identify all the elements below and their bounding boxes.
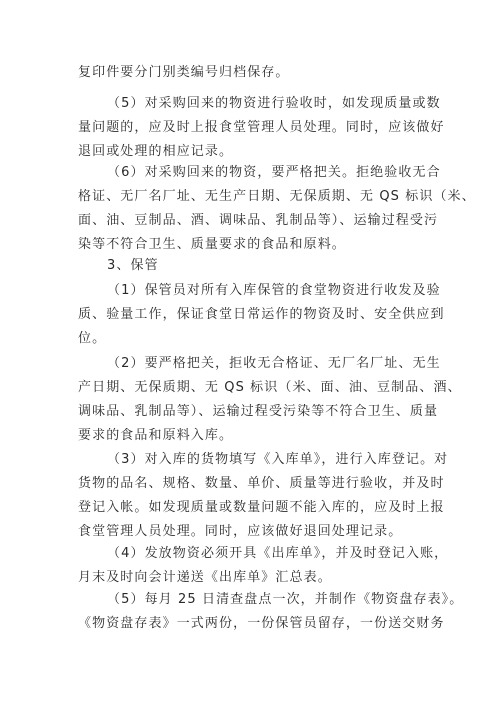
text-line-3: 量问题的，应及时上报食堂管理人员处理。同时，应该做好 [78, 120, 445, 135]
text-line-18: 货物的品名、规格、数量、单价、质量等进行验收，并及时 [78, 476, 445, 491]
text-line-5: （6）对采购回来的物资，要严格把关。拒绝验收无合 [107, 165, 441, 180]
text-line-23: （5）每月 25 日清查盘点一次，并制作《物资盘存表》。 [107, 592, 464, 607]
section-heading: 3、保管 [107, 258, 159, 273]
text-line-8: 染等不符合卫生、质量要求的食品和原料。 [78, 237, 346, 252]
text-line-10: （1）保管员对所有入库保管的食堂物资进行收发及验 [107, 283, 441, 298]
text-line-2: （5）对采购回来的物资进行验收时，如发现质量或数 [107, 96, 441, 111]
text-line-6: 格证、无厂名厂址、无生产日期、无保质期、无 QS 标识（米、 [78, 189, 476, 204]
text-line-11: 质、验量工作，保证食堂日常运作的物资及时、安全供应到 [78, 307, 445, 322]
text-line-14: 产日期、无保质期、无 QS 标识（米、面、油、豆制品、酒、 [78, 380, 462, 395]
text-line-1: 复印件要分门别类编号归档保存。 [78, 65, 290, 80]
text-line-21: （4）发放物资必须开具《出库单》，并及时登记入账， [107, 546, 449, 561]
text-line-17: （3）对入库的货物填写《入库单》，进行入库登记。对 [107, 452, 449, 467]
text-line-22: 月末及时向会计递送《出库单》汇总表。 [78, 570, 332, 585]
text-line-12: 位。 [78, 331, 107, 346]
text-line-19: 登记入帐。如发现质量或数量问题不能入库的，应及时上报 [78, 500, 445, 515]
text-line-20: 食堂管理人员处理。同时，应该做好退回处理记录。 [78, 524, 403, 539]
text-line-16: 要求的食品和原料入库。 [78, 428, 234, 443]
text-line-4: 退回或处理的相应记录。 [78, 144, 234, 159]
text-line-15: 调味品、乳制品等）、运输过程受污染等不符合卫生、质量 [78, 404, 439, 419]
text-line-7: 面、油、豆制品、酒、调味品、乳制品等）、运输过程受污 [78, 213, 439, 228]
text-line-13: （2）要严格把关，拒收无合格证、无厂名厂址、无生 [107, 356, 441, 371]
text-line-24: 《物资盘存表》一式两份，一份保管员留存，一份送交财务 [78, 616, 445, 631]
